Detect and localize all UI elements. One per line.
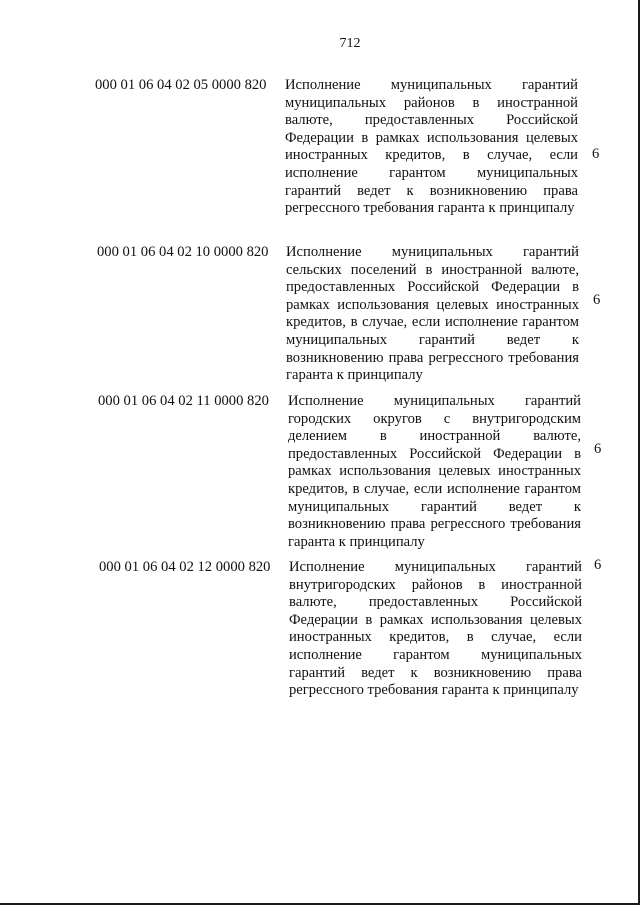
row-description: Исполнение муниципальных гарантий сельских поселений в иностранной валюте, предоставленных Российской Федерации в рамках использования целевых иностранных кредитов, в случае, если исполнение гарантом муниципальных гарантий ведет к возникновению права регрессного требования гаранта к принципалу <box>286 244 579 384</box>
row-column-number: 6 <box>594 441 602 457</box>
budget-code: 000 01 06 04 02 11 0000 820 <box>98 393 269 409</box>
row-description: Исполнение муниципальных гарантий городских округов с внутригородским делением в иностранной валюте, предоставленных Российской Федерации в рамках использования целевых иностранных кредитов, в случае, если исполнение гарантом муниципальных гарантий ведет к возникновению права регрессного требования гаранта к принципалу <box>288 393 581 550</box>
row-column-number: 6 <box>593 292 601 308</box>
row-column-number: 6 <box>592 146 600 162</box>
row-description: Исполнение муниципальных гарантий муниципальных районов в иностранной валюте, предоставленных Российской Федерации в рамках использования целевых иностранных кредитов, в случае, если исполнение гарантом муниципальных гарантий ведет к возникновению права регрессного требования гаранта к принципалу <box>285 77 578 217</box>
row-description: Исполнение муниципальных гарантий внутригородских районов в иностранной валюте, предоставленных Российской Федерации в рамках использования целевых иностранных кредитов, в случае, если исполнение гарантом муниципальных гарантий ведет к возникновению права регрессного требования гаранта к принципалу <box>289 559 582 699</box>
row-column-number: 6 <box>594 557 602 573</box>
budget-code: 000 01 06 04 02 12 0000 820 <box>99 559 271 575</box>
budget-code: 000 01 06 04 02 05 0000 820 <box>95 77 267 93</box>
budget-code: 000 01 06 04 02 10 0000 820 <box>97 244 269 260</box>
page-number: 712 <box>339 36 361 51</box>
